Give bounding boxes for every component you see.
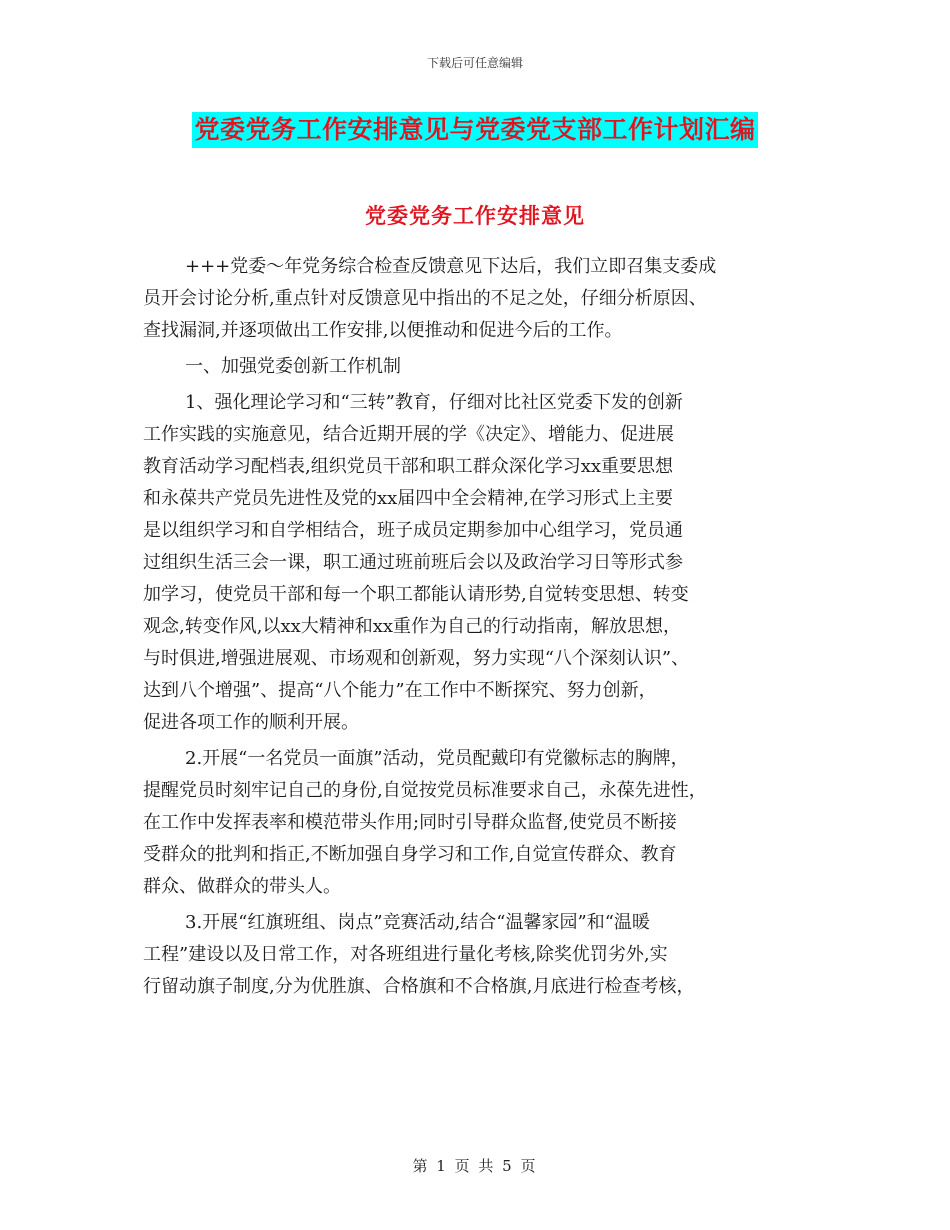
text-line: 观念,转变作风,以xx大精神和xx重作为自己的行动指南，解放思想， — [143, 616, 682, 637]
text-line: 2.开展“一名党员一面旗”活动，党员配戴印有党徽标志的胸牌， — [185, 748, 689, 769]
text-line: +++党委～年党务综合检查反馈意见下达后，我们立即召集支委成 — [185, 256, 717, 277]
text-line: 工作实践的实施意见，结合近期开展的学《决定》、增能力、促进展 — [143, 424, 674, 445]
text-line: 达到八个增强”、提高“八个能力”在工作中不断探究、努力创新， — [143, 680, 657, 701]
page-header: 下载后可任意编辑 — [426, 56, 523, 70]
text-line: 教育活动学习配档表,组织党员干部和职工群众深化学习xx重要思想 — [143, 456, 674, 477]
text-line: 受群众的批判和指正,不断加强自身学习和工作,自觉宣传群众、教育 — [143, 844, 677, 865]
section-heading: 一、加强党委创新工作机制 — [185, 356, 401, 377]
text-line: 过组织生活三会一课，职工通过班前班后会以及政治学习日等形式参 — [143, 552, 683, 573]
text-line: 提醒党员时刻牢记自己的身份,自觉按党员标准要求自己，永葆先进性， — [143, 780, 707, 801]
text-line: 和永葆共产党员先进性及党的xx届四中全会精神,在学习形式上主要 — [143, 488, 674, 509]
paragraph — [143, 251, 823, 347]
text-line: 在工作中发挥表率和模范带头作用;同时引导群众监督,使党员不断接 — [143, 812, 677, 833]
text-line: 工程”建设以及日常工作，对各班组进行量化考核,除奖优罚劣外,实 — [143, 944, 668, 965]
text-line: 3.开展“红旗班组、岗点”竞赛活动,结合“温馨家园”和“温暖 — [185, 912, 650, 933]
text-line: 促进各项工作的顺利开展。 — [143, 712, 359, 733]
paragraph — [143, 743, 823, 903]
paragraph — [143, 351, 823, 383]
text-line: 群众、做群众的带头人。 — [143, 876, 341, 897]
document-body — [143, 251, 823, 1003]
document-title-wrap — [0, 112, 950, 148]
document-title: 党委党务工作安排意见与党委党支部工作计划汇编 — [192, 112, 757, 148]
page-footer: 第 1 页 共 5 页 — [412, 1157, 538, 1175]
text-line: 与时俱进,增强进展观、市场观和创新观，努力实现“八个深刻认识”、 — [143, 648, 690, 669]
text-line: 是以组织学习和自学相结合，班子成员定期参加中心组学习，党员通 — [143, 520, 683, 541]
paragraph — [143, 907, 823, 1003]
text-line: 查找漏洞,并逐项做出工作安排,以便推动和促进今后的工作。 — [143, 320, 623, 341]
text-line: 加学习，使党员干部和每一个职工都能认请形势,自觉转变思想、转变 — [143, 584, 689, 605]
section-title: 党委党务工作安排意见 — [365, 203, 585, 228]
paragraph — [143, 387, 823, 739]
text-line: 员开会讨论分析,重点针对反馈意见中指出的不足之处，仔细分析原因、 — [143, 288, 707, 309]
text-line: 行留动旗子制度,分为优胜旗、合格旗和不合格旗,月底进行检查考核， — [143, 976, 695, 997]
text-line: 1、强化理论学习和“三转”教育，仔细对比社区党委下发的创新 — [185, 392, 683, 413]
